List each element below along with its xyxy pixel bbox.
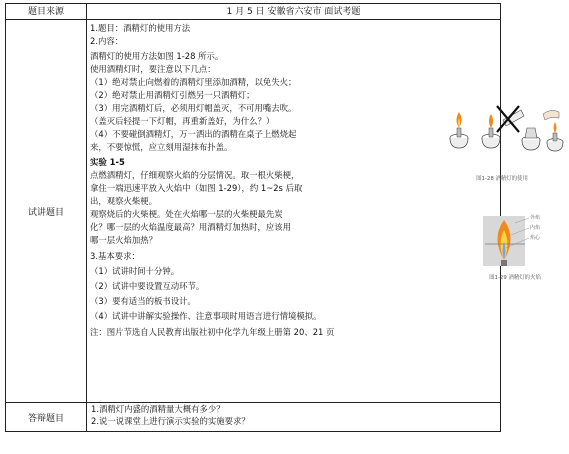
text-line: 酒精灯的使用方法如图 1-28 所示。 [90, 51, 224, 61]
outer-flame-label: 外焰 [530, 215, 541, 221]
header-value: 1 月 5 日 安徽省六安市 面试考题 [87, 4, 501, 20]
title-line: 1.题目：酒精灯的使用方法 [90, 23, 191, 33]
experiment-title: 实验 1-5 [90, 157, 125, 167]
text-line: 使用酒精灯时，要注意以下几点： [90, 64, 216, 74]
requirement-item: （4）试讲中讲解实验操作、注意事项时用语言进行情境模拟。 [90, 311, 322, 321]
text-line: （盖灭后轻提一下灯帽，再重新盖好，为什么？） [90, 116, 275, 126]
lecture-row [6, 20, 501, 403]
requirements-heading: 3.基本要求： [90, 251, 140, 261]
text-line: 拿住一端迅速平放入火焰中（如图 1-29），约 1~2s 后取 [90, 183, 303, 193]
text-line: （3）用完酒精灯后，必须用灯帽盖灭，不可用嘴去吹。 [90, 103, 297, 113]
defense-question: 2.说一说课堂上进行演示实验的实施要求？ [91, 416, 250, 427]
alcohol-lamp-usage-figure [447, 90, 569, 186]
text-line: （4）不要碰倒酒精灯，万一洒出的酒精在桌子上燃烧起 [90, 129, 297, 139]
text-line: （1）绝对禁止向燃着的酒精灯里添加酒精，以免失火； [90, 77, 297, 87]
defense-label: 答辩题目 [6, 403, 87, 432]
figure-caption: 图1-28 酒精灯的使用 [476, 176, 528, 182]
lecture-label: 试讲题目 [6, 20, 87, 403]
text-line: 观察烧后的火柴梗。处在火焰哪一层的火柴梗最先炭 [90, 209, 283, 219]
text-line: 出，观察火柴梗。 [90, 196, 157, 206]
lecture-content-cell [87, 20, 541, 403]
defense-question: 1.酒精灯内盛的酒精量大概有多少？ [91, 404, 225, 414]
flame-layers-figure [475, 208, 555, 284]
lecture-content [87, 20, 541, 402]
requirement-item: （2）试讲中要设置互动环节。 [90, 281, 205, 291]
figure-caption: 图1-29 酒精灯的火焰 [489, 275, 541, 281]
text-line: （2）绝对禁止用酒精灯引燃另一只酒精灯； [90, 90, 255, 100]
lamp-icon [522, 128, 540, 150]
text-line: 点燃酒精灯，仔细观察火焰的分层情况。取一根火柴梗， [90, 170, 300, 180]
exam-table [5, 3, 541, 432]
source-note: 注：图片节选自人民教育出版社初中化学九年级上册第 20、21 页 [90, 327, 335, 337]
flame-core-label: 焰心 [530, 235, 541, 241]
text-line: 哪一层火焰加热？ [90, 235, 157, 245]
lamp-icon [450, 112, 468, 148]
defense-row [6, 403, 501, 432]
header-row [6, 4, 501, 20]
text-line: 化？哪一层的火焰温度最高？用酒精灯加热时，应该用 [90, 222, 291, 232]
content-heading: 2.内容： [90, 36, 124, 46]
inner-flame-label: 内焰 [530, 225, 541, 231]
lamp-icon [543, 110, 563, 151]
defense-questions [87, 403, 501, 432]
requirement-item: （1）试讲时间十分钟。 [90, 266, 180, 276]
header-label: 题目来源 [6, 4, 87, 20]
text-line: 来，不要惊慌，应立刻用湿抹布扑盖。 [90, 142, 233, 152]
requirement-item: （3）要有适当的板书设计。 [90, 296, 196, 306]
